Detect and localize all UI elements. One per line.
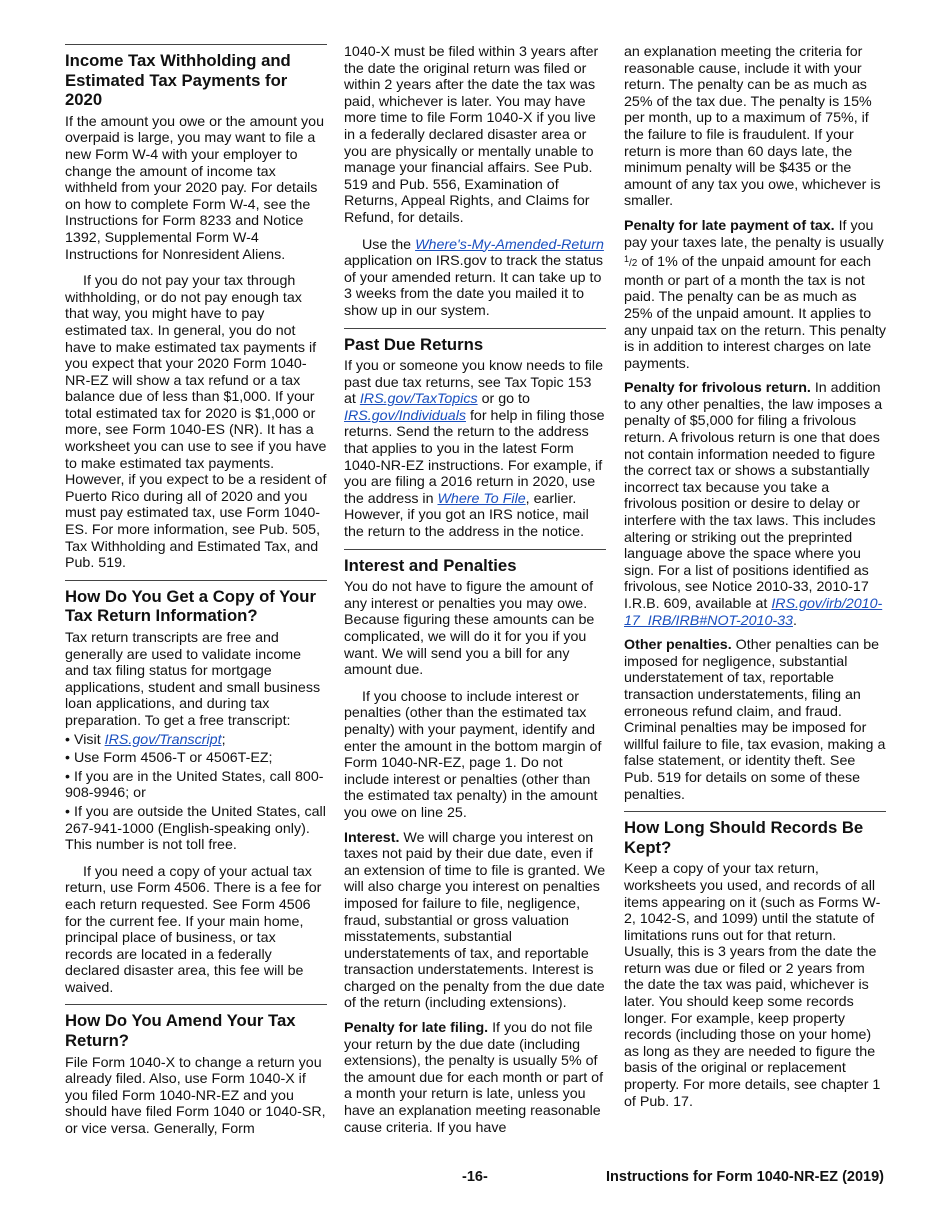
bullet-icon: • [65,731,70,748]
heading-copy-of-tax-return: How Do You Get a Copy of Your Tax Return Information? [65,586,316,626]
bullet-item: • If you are in the United States, call 800-908-9946; or [65,768,324,802]
where-to-file-link[interactable]: Where To File [437,490,526,507]
paragraph: an explanation meeting the criteria for reasonable cause, include it with your return. The penalty can be as much as 25% of the tax due. The penalty is 15% per month, up to a maximum of 75%, if the failure to file is fraudulent. If your return is more than 60 days late, the minimum penalty will be $435 or the amount of any tax you owe, whichever is smaller. [624,44,881,210]
late-payment-lead: Penalty for late payment of tax. [624,217,835,234]
column-3 [624,44,886,1118]
bullet-icon: • [65,768,70,785]
paragraph: You do not have to figure the amount of any interest or penalties you may owe. Because figuring these amounts can be complicated, we will do it for you if you want. We will send you a bill for any amount due. [344,579,595,679]
paragraph: Interest. We will charge you interest on taxes not paid by their due date, even if an extension of time to file is granted. We will also charge you interest on penalties imposed for failure to file, negligence, fraud, substantial or gross valuation misstatements, substantial understatements of tax, and reportable transaction understatements. Interest is charged on the penalty from the due date of the return (including extensions). [344,829,606,1012]
column-1 [65,44,327,1146]
heading-interest-and-penalties: Interest and Penalties [344,555,517,575]
paragraph: Penalty for frivolous return. In addition to any other penalties, the law imposes a penalty of $5,000 for filing a frivolous return. A frivolous return is one that does not contain information needed to figure the correct tax or shows a substantially incorrect tax because you take a frivolous position or desire to delay or interfere with the tax laws. This includes altering or striking out the preprinted language above the space where you sign. For a list of positions identified as frivolous, see Notice 2010-33, 2010-17 I.R.B. 609, available at IRS.gov/irb/2010-17_IRB/IRB#NOT-2010-33. [624,380,883,629]
section-divider [344,328,606,329]
late-filing-lead: Penalty for late filing. [344,1020,489,1037]
bullet-icon: • [65,750,70,767]
paragraph: If the amount you owe or the amount you overpaid is large, you may want to file a new Form W-4 with your employer to change the amount of income tax withheld from your 2020 pay. For details on how to complete Form W-4, see the Instructions for Form 8233 and Notice 1392, Supplemental Form W-4 Instructions for Nonresident Aliens. [65,113,325,263]
bullet-item: • If you are outside the United States, call 267-941-1000 (English-speaking only). This number is not toll free. [65,803,326,854]
column-2 [344,44,606,1144]
paragraph: Penalty for late filing. If you do not file your return by the due date (including extensions), the penalty is usually 5% of the amount due for each month or part of a month your return is late, unless you have an explanation meeting reasonable cause criteria. If you have [344,1020,604,1136]
irb-notice-link[interactable]: IRS.gov/irb/2010-17_IRB/IRB#NOT-2010-33 [624,596,883,629]
heading-records-kept: How Long Should Records Be Kept? [624,818,864,857]
paragraph: If you choose to include interest or penalties (other than the estimated tax penalty) with your payment, identify and enter the amount in the bottom margin of Form 1040-NR-EZ, page 1. Do not include interest or penalties (other than the estimated tax penalty) in the amount you owe on line 25. [344,688,602,821]
heading-withholding-estimated-tax: Income Tax Withholding and Estimated Tax Payments for 2020 [65,51,291,110]
paragraph: Keep a copy of your tax return, worksheets you used, and records of all items appearing on it (such as Forms W-2, 1042-S, and 1099) until the statute of limitations runs out for that return. Usually, this is 3 years from the date the return was due or filed or 2 years from the date the tax was paid, whichever is later. You should keep some records longer. For example, keep property records (including those on your home) as long as they are needed to figure the basis of the original or replacement property. For more details, see chapter 1 of Pub. 17. [624,861,881,1110]
bullet-item: • Visit IRS.gov/Transcript; [65,731,226,748]
paragraph: Tax return transcripts are free and generally are used to validate income and tax filing status for mortgage applications, student and small business loan applications, and during tax preparation. To get a free transcript: [65,630,321,729]
bullet-icon: • [65,803,70,820]
paragraph: If you do not pay your tax through withholding, or do not pay enough tax that way, you might have to pay estimated tax. In general, you do not have to make estimated tax payments if you expect that your 2020 Form 1040-NR-EZ will show a tax refund or a tax balance due of less than $1,000. If your total estimated tax for 2020 is $1,000 or more, see Form 1040-ES (NR). It has a worksheet you can use to see if you have to make estimated tax payments. However, if you expect to be a resident of Puerto Rico during all of 2020 and you must pay estimated tax, use Form 1040-ES. For more information, see Pub. 505, Tax Withholding and Estimated Tax, and Pub. 519. [65,273,327,572]
tax-topics-link[interactable]: IRS.gov/TaxTopics [359,391,478,408]
footer-title: Instructions for Form 1040-NR-EZ (2019) [606,1169,884,1185]
heading-amend-tax-return: How Do You Amend Your Tax Return? [65,1011,296,1051]
interest-lead: Interest. [344,829,400,846]
paragraph: Use the Where's-My-Amended-Return application on IRS.gov to track the status of your amended return. It can take up to 3 weeks from the date you mailed it to show up in our system. [344,236,604,319]
heading-past-due-returns: Past Due Returns [344,334,484,354]
section-divider [65,44,327,45]
paragraph: Other penalties. Other penalties can be imposed for negligence, substantial understatement of tax, reportable transaction understatements, filing an erroneous refund claim, and fraud. Criminal penalties may be imposed for willful failure to file, tax evasion, making a false statement, or identity theft. See Pub. 519 for details on some of these penalties. [624,637,886,803]
paragraph: If you or someone you know needs to file past due tax returns, see Tax Topic 153 at IRS.gov/TaxTopics or go to IRS.gov/Individuals for help in filing those returns. Send the return to the address that applies to you in the latest Form 1040-NR-EZ instructions. For example, if you are filing a 2016 return in 2020, use the address in Where To File, earlier. However, if you got an IRS notice, mail the return to the address in the notice. [344,358,605,541]
paragraph: 1040-X must be filed within 3 years after the date the original return was filed or within 2 years after the date the tax was paid, whichever is later. You may have more time to file Form 1040-X if you live in a federally declared disaster area or you are physically or mentally unable to manage your financial affairs. See Pub. 519 and Pub. 556, Examination of Returns, Appeal Rights, and Claims for Refund, for details. [344,44,599,226]
section-divider [65,1004,327,1005]
bullet-item: • Use Form 4506-T or 4506T-EZ; [65,750,273,767]
frivolous-return-lead: Penalty for frivolous return. [624,380,811,397]
transcript-link[interactable]: IRS.gov/Transcript [104,731,222,748]
paragraph: File Form 1040-X to change a return you already filed. Also, use Form 1040-X if you filed Form 1040-NR-EZ and you should have filed Form 1040 or 1040-SR, or vice versa. Generally, Form [65,1054,326,1138]
section-divider [65,580,327,581]
individuals-link[interactable]: IRS.gov/Individuals [344,407,466,424]
page-number: -16- [462,1169,488,1185]
paragraph: Penalty for late payment of tax. If you pay your taxes late, the penalty is usually $^1$/2 of 1% of the unpaid amount for each month or part of a month the tax is not paid. The penalty can be as much as 25% of the unpaid amount. It applies to any unpaid tax on the return. This penalty is in addition to interest charges on late payments. [624,217,886,372]
fraction: $^1$/2 [624,254,638,270]
wheres-my-amended-return-link[interactable]: Where's-My-Amended-Return [415,236,604,253]
paragraph: If you need a copy of your actual tax return, use Form 4506. There is a fee for each return requested. See Form 4506 for the current fee. If your main home, principal place of business, or tax records are located in a federally declared disaster area, this fee will be waived. [65,863,322,996]
other-penalties-lead: Other penalties. [624,637,732,654]
section-divider [624,811,886,812]
section-divider [344,549,606,550]
